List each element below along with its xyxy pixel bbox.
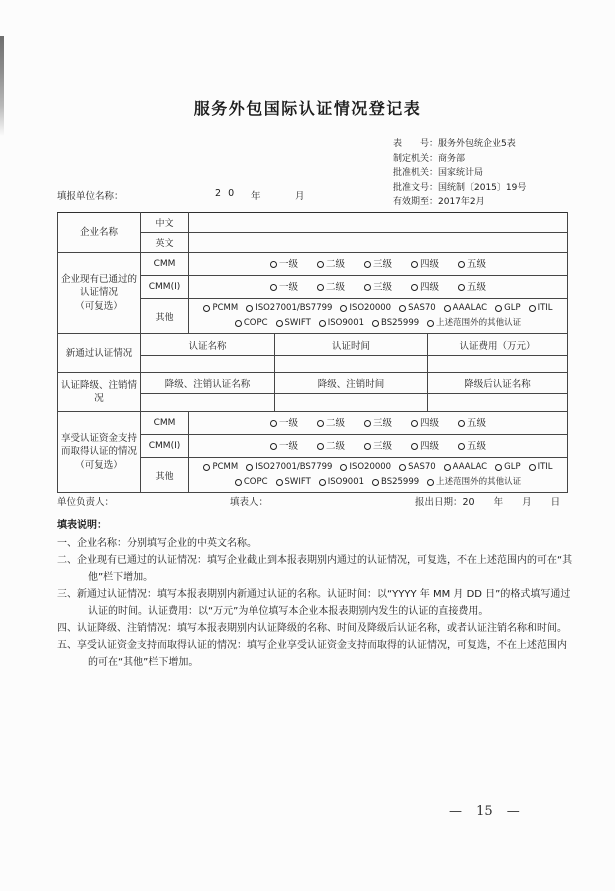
option-label: COPC	[243, 318, 268, 328]
company-name-label: 企业名称	[58, 213, 141, 253]
radio-circle-icon	[427, 320, 434, 327]
scan-smudge-artifact	[0, 36, 4, 136]
option-label: SWIFT	[284, 318, 311, 328]
radio-option	[317, 257, 345, 272]
downgrade-name-header: 降级、注销认证名称	[141, 373, 275, 394]
option-label: 上述范围外的其他认证	[436, 318, 522, 328]
option-label: AAALAC	[452, 462, 488, 472]
radio-option	[276, 316, 311, 331]
radio-circle-icon	[458, 261, 465, 268]
company-name-en-field	[189, 233, 568, 253]
funded-other-label: 其他	[141, 458, 189, 493]
option-label: BS25999	[381, 477, 420, 487]
option-label: PCMM	[212, 303, 239, 313]
option-label: 二级	[325, 417, 345, 429]
radio-circle-icon	[364, 443, 371, 450]
downgrade-cert-label: 认证降级、注销情况	[58, 373, 141, 412]
radio-option	[411, 439, 439, 454]
option-label: 一级	[278, 440, 298, 452]
radio-circle-icon	[319, 479, 326, 486]
radio-option	[427, 475, 521, 490]
option-label: ISO20000	[349, 303, 392, 313]
downgrade-after-header: 降级后认证名称	[428, 373, 568, 394]
table-row	[58, 373, 568, 394]
radio-circle-icon	[246, 305, 253, 312]
option-label: 一级	[278, 417, 298, 429]
new-cert-name-header: 认证名称	[141, 334, 275, 356]
existing-other-label: 其他	[141, 299, 189, 334]
signature-line	[57, 494, 567, 508]
radio-circle-icon	[529, 464, 536, 471]
company-name-cn-field	[189, 213, 568, 233]
radio-option	[529, 301, 553, 316]
existing-cert-label	[58, 253, 141, 334]
radio-option	[458, 257, 486, 272]
radio-option	[270, 416, 298, 431]
radio-circle-icon	[203, 464, 210, 471]
radio-option	[458, 439, 486, 454]
option-label: ISO9001	[327, 318, 365, 328]
table-row	[58, 412, 568, 435]
radio-option	[411, 416, 439, 431]
option-label: 三级	[373, 281, 393, 293]
certification-form-table	[57, 212, 568, 493]
radio-option	[235, 475, 268, 490]
month-suffix: 月	[295, 191, 305, 202]
notes-title: 填表说明：	[57, 520, 107, 531]
option-label: 四级	[420, 417, 440, 429]
downgrade-time-header: 降级、注销时间	[275, 373, 428, 394]
new-cert-cost-field	[428, 356, 568, 373]
radio-circle-icon	[317, 443, 324, 450]
radio-option	[364, 280, 392, 295]
filling-instructions	[57, 517, 573, 671]
option-label: 二级	[325, 258, 345, 270]
radio-circle-icon	[399, 464, 406, 471]
new-cert-time-header: 认证时间	[275, 334, 428, 356]
radio-option	[319, 316, 364, 331]
radio-option	[495, 301, 520, 316]
note-item: 一、企业名称：分别填写企业的中英文名称。	[57, 538, 257, 549]
radio-option	[246, 301, 332, 316]
funded-cmmi-options-cell	[189, 435, 568, 458]
other-options-line2	[191, 316, 565, 331]
funded-cert-label-text: 享受认证资金支持而取得认证的情况	[61, 433, 138, 457]
radio-circle-icon	[529, 305, 536, 312]
radio-circle-icon	[270, 420, 277, 427]
table-row	[58, 253, 568, 276]
option-label: 五级	[467, 417, 487, 429]
radio-option	[529, 460, 553, 475]
radio-option	[340, 301, 391, 316]
radio-circle-icon	[203, 305, 210, 312]
radio-circle-icon	[364, 420, 371, 427]
report-date-label: 报出日期：20 年 月 日	[415, 497, 561, 508]
meta-line: 批准机关：国家统计局	[393, 168, 484, 178]
radio-circle-icon	[276, 479, 283, 486]
radio-option	[495, 460, 520, 475]
new-cert-name-field	[141, 356, 275, 373]
company-name-cn-label: 中文	[141, 213, 189, 233]
radio-circle-icon	[411, 261, 418, 268]
option-label: 四级	[420, 440, 440, 452]
table-row	[58, 334, 568, 356]
existing-cert-note: （可复选）	[75, 301, 123, 312]
option-label: ITIL	[537, 303, 553, 313]
radio-option	[364, 416, 392, 431]
radio-circle-icon	[411, 420, 418, 427]
option-label: 五级	[467, 258, 487, 270]
downgrade-time-field	[275, 394, 428, 412]
radio-option	[399, 460, 436, 475]
radio-option	[317, 439, 345, 454]
radio-circle-icon	[270, 443, 277, 450]
radio-option	[276, 475, 311, 490]
option-label: 二级	[325, 440, 345, 452]
radio-circle-icon	[411, 284, 418, 291]
option-label: 三级	[373, 417, 393, 429]
radio-circle-icon	[458, 420, 465, 427]
existing-other-options-cell	[189, 299, 568, 334]
option-label: 五级	[467, 281, 487, 293]
meta-line: 制定机关：商务部	[393, 153, 466, 164]
other-options-line1	[191, 301, 565, 316]
option-label: 三级	[373, 258, 393, 270]
radio-option	[364, 439, 392, 454]
radio-circle-icon	[495, 305, 502, 312]
radio-circle-icon	[399, 305, 406, 312]
form-title: 服务外包国际认证情况登记表	[193, 99, 422, 118]
radio-option	[427, 316, 521, 331]
radio-option	[458, 280, 486, 295]
radio-option	[340, 460, 391, 475]
funded-cert-note: （可复选）	[75, 460, 123, 471]
funded-cert-label	[58, 412, 141, 493]
meta-line: 有效期至：2017年2月	[393, 197, 485, 207]
radio-option	[203, 460, 238, 475]
radio-option	[270, 439, 298, 454]
report-unit-line	[57, 188, 567, 202]
option-label: ISO9001	[327, 477, 365, 487]
table-row	[58, 213, 568, 233]
radio-circle-icon	[340, 464, 347, 471]
radio-circle-icon	[372, 479, 379, 486]
note-item: 四、认证降级、注销情况：填写本报表期别内认证降级的名称、时间及降级后认证名称，或者认证注销名称和时间。	[57, 623, 567, 634]
option-label: 一级	[278, 281, 298, 293]
radio-circle-icon	[235, 320, 242, 327]
option-label: SWIFT	[284, 477, 311, 487]
option-label: 一级	[278, 258, 298, 270]
radio-circle-icon	[458, 443, 465, 450]
option-label: PCMM	[212, 462, 239, 472]
radio-option	[458, 416, 486, 431]
radio-circle-icon	[270, 284, 277, 291]
radio-circle-icon	[246, 464, 253, 471]
unit-name-label: 填报单位名称：	[57, 191, 124, 202]
radio-option	[364, 257, 392, 272]
radio-circle-icon	[411, 443, 418, 450]
radio-circle-icon	[317, 284, 324, 291]
radio-circle-icon	[270, 261, 277, 268]
report-year-blank: 2 0	[215, 188, 237, 199]
radio-option	[203, 301, 238, 316]
page-number: — 15 —	[449, 804, 520, 819]
option-label: SAS70	[408, 303, 436, 313]
option-label: COPC	[243, 477, 268, 487]
radio-circle-icon	[372, 320, 379, 327]
radio-circle-icon	[427, 479, 434, 486]
option-label: GLP	[504, 303, 521, 313]
radio-circle-icon	[458, 284, 465, 291]
radio-option	[411, 257, 439, 272]
radio-option	[270, 257, 298, 272]
grade-options	[191, 257, 565, 272]
option-label: ISO27001/BS7799	[255, 303, 333, 313]
radio-circle-icon	[235, 479, 242, 486]
company-name-en-label: 英文	[141, 233, 189, 253]
meta-line: 表 号：服务外包统企业5表	[393, 139, 516, 149]
option-label: ITIL	[537, 462, 553, 472]
funded-cmm-options-cell	[189, 412, 568, 435]
option-label: ISO20000	[349, 462, 392, 472]
radio-option	[444, 460, 487, 475]
funded-cmmi-label: CMM(I)	[141, 435, 189, 458]
funded-cmm-label: CMM	[141, 412, 189, 435]
note-item: 二、企业现有已通过的认证情况：填写企业截止到本报表期别内通过的认证情况，可复选，不在上述范围内的可在“其他”栏下增加。	[57, 555, 573, 583]
radio-circle-icon	[319, 320, 326, 327]
radio-circle-icon	[364, 261, 371, 268]
option-label: BS25999	[381, 318, 420, 328]
grade-options	[191, 416, 565, 431]
radio-circle-icon	[340, 305, 347, 312]
radio-option	[411, 280, 439, 295]
option-label: 三级	[373, 440, 393, 452]
funded-other-options-cell	[189, 458, 568, 493]
responsible-person-label: 单位负责人：	[57, 497, 115, 508]
radio-option	[372, 316, 419, 331]
note-item: 五、享受认证资金支持而取得认证的情况：填写企业享受认证资金支持而取得的认证情况，可复选，不在上述范围内的可在“其他”栏下增加。	[57, 640, 567, 668]
radio-option	[317, 416, 345, 431]
note-item: 三、新通过认证情况：填写本报表期别内新通过认证的名称。认证时间：以“YYYY 年 MM 月 DD 日”的格式填写通过认证的时间。认证费用：以“万元”为单位填写本企业本报表期别内发生的认证的直接费用。	[57, 589, 571, 617]
radio-circle-icon	[444, 464, 451, 471]
option-label: 二级	[325, 281, 345, 293]
existing-cmmi-label: CMM(I)	[141, 276, 189, 299]
other-options-line1	[191, 460, 565, 475]
existing-cmm-label: CMM	[141, 253, 189, 276]
other-options-line2	[191, 475, 565, 490]
new-cert-cost-header: 认证费用（万元）	[428, 334, 568, 356]
radio-option	[317, 280, 345, 295]
grade-options	[191, 280, 565, 295]
existing-cert-label-text: 企业现有已通过的认证情况	[61, 274, 138, 298]
radio-option	[270, 280, 298, 295]
radio-circle-icon	[276, 320, 283, 327]
new-cert-label: 新通过认证情况	[58, 334, 141, 373]
option-label: 五级	[467, 440, 487, 452]
radio-circle-icon	[317, 420, 324, 427]
radio-option	[372, 475, 419, 490]
option-label: 四级	[420, 281, 440, 293]
downgrade-name-field	[141, 394, 275, 412]
radio-option	[444, 301, 487, 316]
option-label: SAS70	[408, 462, 436, 472]
radio-option	[319, 475, 364, 490]
radio-option	[235, 316, 268, 331]
preparer-label: 填表人：	[230, 497, 269, 508]
radio-circle-icon	[364, 284, 371, 291]
option-label: AAALAC	[452, 303, 488, 313]
year-suffix: 年	[251, 191, 261, 202]
existing-cmm-options-cell	[189, 253, 568, 276]
radio-option	[246, 460, 332, 475]
notes-list	[57, 535, 573, 671]
radio-option	[399, 301, 436, 316]
existing-cmmi-options-cell	[189, 276, 568, 299]
meta-line: 批准文号：国统制〔2015〕19号	[393, 182, 527, 193]
radio-circle-icon	[317, 261, 324, 268]
option-label: 上述范围外的其他认证	[436, 477, 522, 487]
option-label: ISO27001/BS7799	[255, 462, 333, 472]
grade-options	[191, 439, 565, 454]
option-label: GLP	[504, 462, 521, 472]
radio-circle-icon	[444, 305, 451, 312]
downgrade-after-field	[428, 394, 568, 412]
new-cert-time-field	[275, 356, 428, 373]
radio-circle-icon	[495, 464, 502, 471]
option-label: 四级	[420, 258, 440, 270]
